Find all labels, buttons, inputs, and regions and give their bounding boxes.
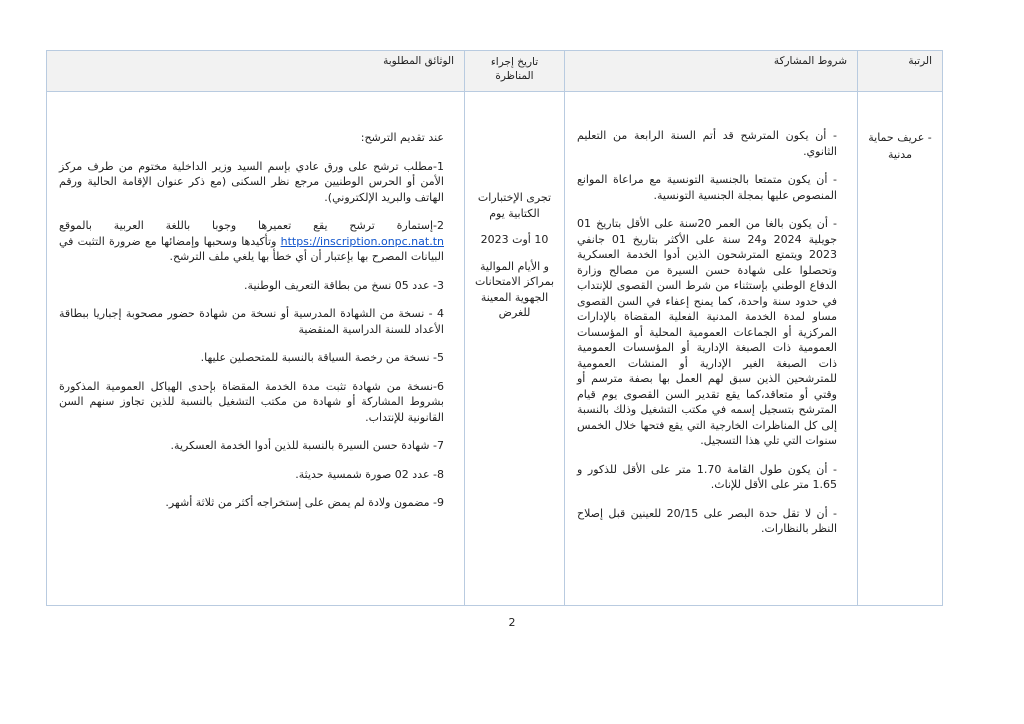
header-conditions: شروط المشاركة [565,51,858,92]
requirements-table [46,50,943,606]
document-item: 4 - نسخة من الشهادة المدرسية أو نسخة من شهادة حضور مصحوبة إجباريا ببطاقة الأعداد للسنة الدراسية المنقضية [59,307,444,336]
condition-item: - أن يكون طول القامة 1.70 متر على الأقل للذكور و 1.65 متر على الأقل للإناث. [577,462,837,491]
document-item: 8- عدد 02 صورة شمسية حديثة. [295,467,444,481]
condition-item: - أن يكون متمتعا بالجنسية التونسية مع مراعاة الموانع المنصوص عليها بمجلة الجنسية التونسية. [577,173,837,202]
date-cell [465,92,565,606]
condition-item: - أن يكون المترشح قد أتم السنة الرابعة من التعليم الثانوي. [577,129,837,158]
document-item: 7- شهادة حسن السيرة بالنسبة للذين أدوا الخدمة العسكرية. [170,439,444,452]
document-item [59,218,444,265]
document-item-text: وتأكيدها وسحبها وإمضائها مع ضرورة التثبت في البيانات المصرح بها بإعتبار أن أي خطأ بها يلغي ملف الترشح. [59,234,444,263]
document-item-text: 2-إستمارة ترشح يقع تعميرها وجوبا باللغة العربية بالموقع [59,219,444,232]
document-item: 5- نسخة من رخصة السياقة بالنسبة للمتحصلين عليها. [200,351,444,364]
inscription-link[interactable]: https://inscription.onpc.nat.tn [280,234,444,248]
documents-intro: عند تقديم الترشح: [360,131,444,144]
document-item: 1-مطلب ترشح على ورق عادي بإسم السيد وزير الداخلية مختوم من طرف مركز الأمن أو الحرس الوطنيين مرجع نظر السكنى (مع ذكر عنوان الإقامة الحالية ورقم الهاتف والبريد الإلكتروني). [59,159,444,204]
exam-date-value: 10 أوت 2023 [480,233,549,246]
header-documents: الوثائق المطلوبة [47,51,465,92]
table-row [47,92,943,606]
documents-cell [47,92,465,606]
document-item: 3- عدد 05 نسخ من بطاقة التعريف الوطنية. [244,278,444,292]
rank-text: - عريف حماية مدنية [868,131,932,161]
rank-cell [858,92,943,606]
document-item: 6-نسخة من شهادة تثبت مدة الخدمة المقضاة بإحدى الهياكل العمومية المذكورة بشروط المشاركة أو شهادة من مكتب التشغيل بالنسبة للذين تجاوز سنهم السن القانونية للإنتداب. [59,379,444,424]
condition-item: - أن لا تقل حدة البصر على 20/15 للعينين قبل إصلاح النظر بالنظارات. [577,506,837,535]
conditions-cell [565,92,858,606]
table-header-row [47,51,943,92]
document-item: 9- مضمون ولادة لم يمض على إستخراجه أكثر من ثلاثة أشهر. [165,496,444,509]
header-date: تاريخ إجراء المناظرة [465,51,565,92]
page-number: 2 [508,616,516,629]
exam-date-intro: تجرى الإختبارات الكتابية يوم [477,191,552,220]
exam-date-detail: و الأيام الموالية بمراكز الامتحانات الجهوية المعينة للغرض [474,259,555,319]
condition-item: - أن يكون بالغا من العمر 20سنة على الأقل بتاريخ 01 جويلية 2024 و24 سنة على الأكثر بتاريخ 01 جانفي 2023 ويتمتع المترشحون الذين أدوا الخدمة العسكرية وتحصلوا على شهادة حسن السيرة من مصالح وزارة الدفاع الوطني بإستثناء من شرط السن القصوى للإنتداب في حدود سنة واحدة، كما يمنح إعفاء في السن القصوى مساو لمدة الخدمة المدنية الفعلية المقضاة بالإدارات المركزية أو الجماعات العمومية المحلية أو المؤسسات العمومية ذات الصبغة الإدارية أو المؤسسات العمومية ذات الصبغة الغير الإدارية أو المنشات العمومية للمترشحين الذين سبق لهم العمل بها بصفة مترسم أو وقتي أو متعاقد،كما يقع تقدير السن القصوى يوم قيام المترشح بتسجيل إسمه في مكتب التشغيل وذلك بالنسبة إلى كل المناظرات الخارجية التي يقع فتحها خلال الخمس سنوات التي تلي هذا التسجيل. [577,217,838,447]
header-rank: الرتبة [858,51,943,92]
